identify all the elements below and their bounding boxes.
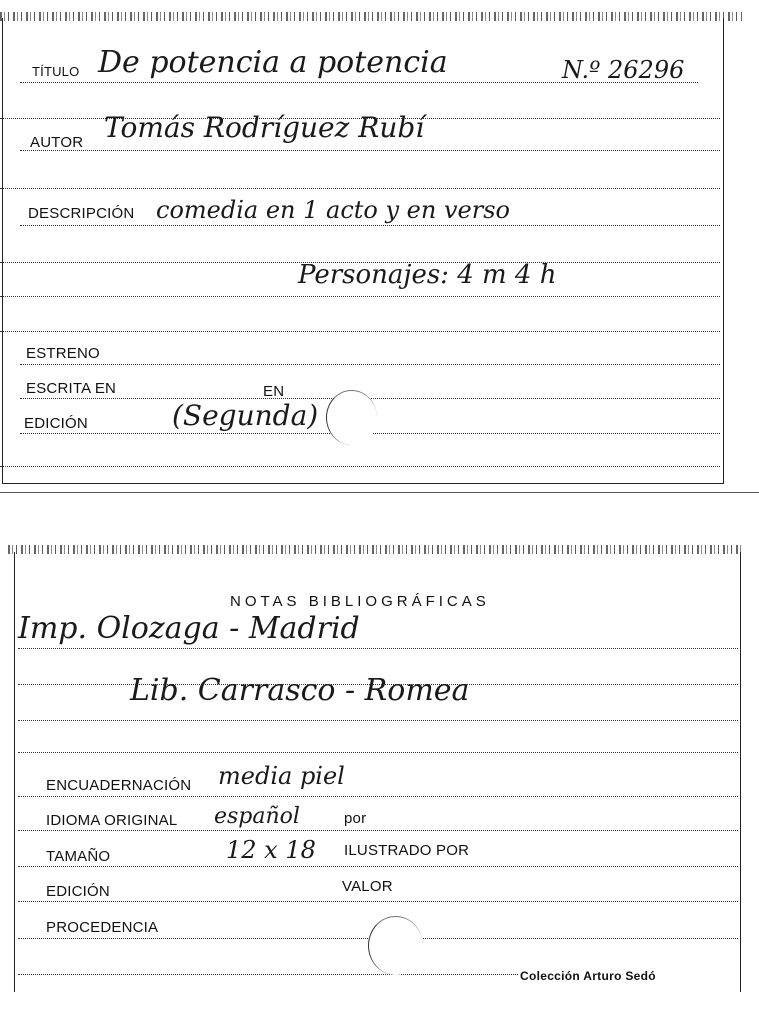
rule <box>18 830 738 831</box>
card-separator <box>0 492 759 493</box>
rule <box>0 188 720 189</box>
escrita-en-label: ESCRITA EN <box>26 380 117 397</box>
rule <box>18 720 738 721</box>
ilustrado-label: ILUSTRADO POR <box>344 842 470 859</box>
edicion-label-bottom: EDICIÓN <box>46 883 110 900</box>
rule <box>20 150 720 151</box>
personajes-value: Personajes: 4 m 4 h <box>298 260 557 290</box>
collection-footer: Colección Arturo Sedó <box>520 969 656 983</box>
procedencia-label: PROCEDENCIA <box>46 919 159 936</box>
edicion-label: EDICIÓN <box>24 415 88 432</box>
rule <box>0 296 720 297</box>
tamano-value: 12 x 18 <box>226 836 316 864</box>
valor-label: VALOR <box>342 878 393 895</box>
note-line-2: Lib. Carrasco - Romea <box>130 673 470 708</box>
rule <box>0 331 720 332</box>
estreno-label: ESTRENO <box>26 345 100 362</box>
rule <box>18 901 738 902</box>
punch-hole-top <box>326 390 377 445</box>
rule <box>18 796 738 797</box>
titulo-label: TÍTULO <box>32 64 80 79</box>
por-label: por <box>344 810 367 827</box>
rule <box>18 752 738 753</box>
en-label: EN <box>263 383 285 400</box>
rule <box>18 648 738 649</box>
idioma-label: IDIOMA ORIGINAL <box>46 812 178 829</box>
descripcion-label: DESCRIPCIÓN <box>28 205 135 222</box>
rule <box>0 466 720 467</box>
numero-value: N.º 26296 <box>562 56 685 84</box>
encuadernacion-value: media piel <box>218 762 345 790</box>
rule <box>20 364 720 365</box>
rule <box>18 866 738 867</box>
descripcion-value: comedia en 1 acto y en verso <box>156 196 510 224</box>
edicion-value: (Segunda) <box>172 399 319 432</box>
autor-label: AUTOR <box>30 134 84 151</box>
rule <box>20 225 720 226</box>
notas-heading: NOTAS BIBLIOGRÁFICAS <box>230 593 490 610</box>
autor-value: Tomás Rodríguez Rubí <box>104 111 425 144</box>
note-line-1: Imp. Olozaga - Madrid <box>18 611 360 646</box>
rule <box>18 974 518 975</box>
titulo-value: De potencia a potencia <box>98 45 448 80</box>
idioma-value: español <box>214 804 300 829</box>
tamano-label: TAMAÑO <box>46 848 111 865</box>
punch-hole-bottom <box>368 916 423 975</box>
encuadernacion-label: ENCUADERNACIÓN <box>46 777 192 794</box>
